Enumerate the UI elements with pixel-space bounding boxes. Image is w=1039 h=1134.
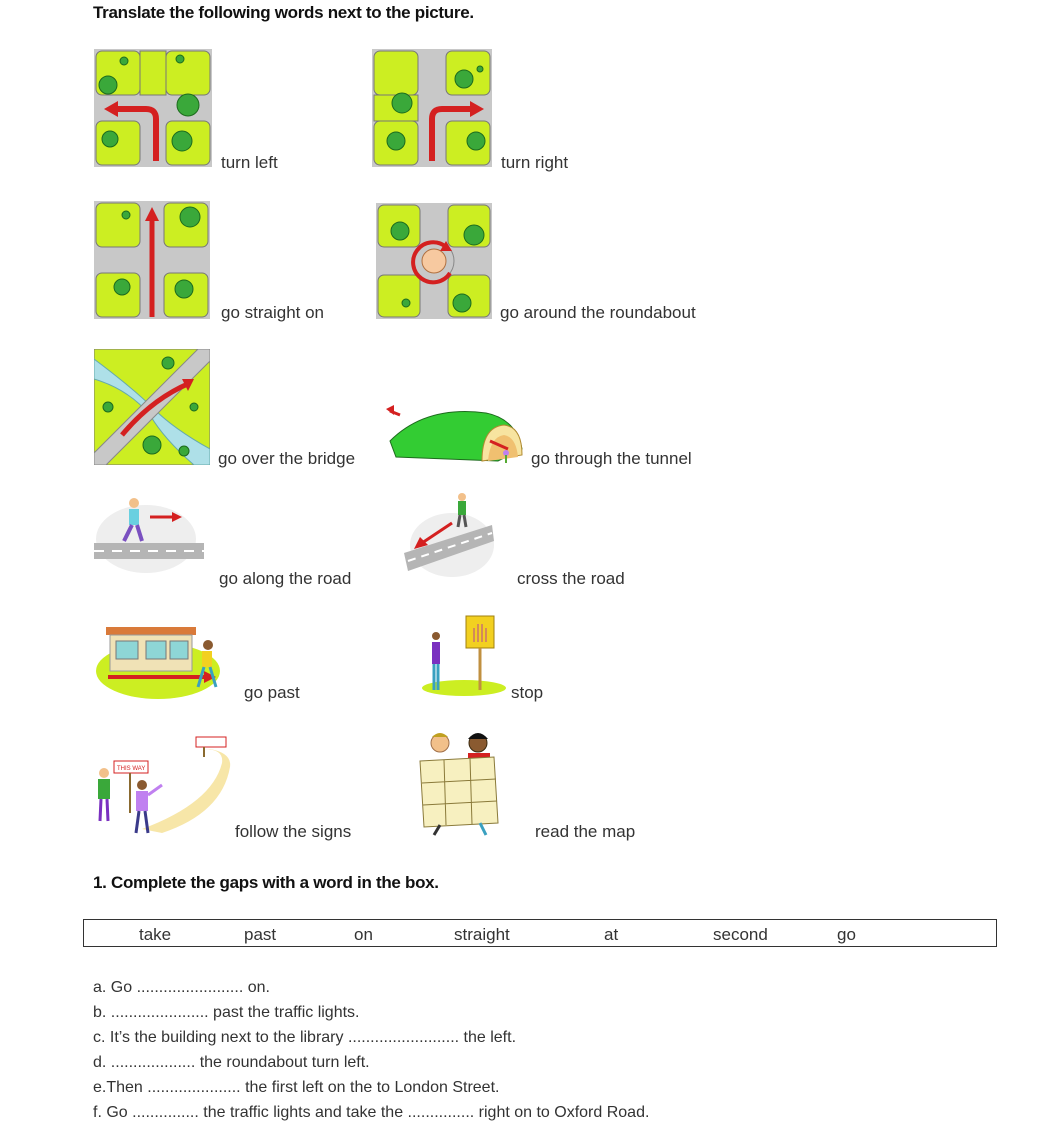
word-past: past xyxy=(244,925,277,944)
sentence-c-prefix: c. It’s the building next to the library xyxy=(93,1029,348,1046)
exercise-title: 1. Complete the gaps with a word in the box. xyxy=(93,873,439,892)
gap-c[interactable]: ......................... xyxy=(347,1029,460,1046)
sentence-c xyxy=(93,1029,516,1047)
go-over-bridge-caption: go over the bridge xyxy=(218,449,356,468)
sentence-e-prefix: e.Then xyxy=(93,1079,148,1096)
go-straight-on-picture xyxy=(94,201,210,319)
sentence-b-text: past the traffic lights. xyxy=(208,1004,360,1021)
go-through-tunnel-picture xyxy=(386,405,526,467)
go-straight-on-caption: go straight on xyxy=(221,303,325,322)
sentence-f-suffix: right on to Oxford Road. xyxy=(474,1104,650,1121)
follow-signs-picture xyxy=(92,733,232,835)
read-map-picture xyxy=(414,727,504,837)
sentence-c-text: the left. xyxy=(459,1029,517,1046)
follow-signs-caption: follow the signs xyxy=(235,822,352,841)
go-along-road-caption: go along the road xyxy=(219,569,352,588)
gap-f-2[interactable]: ............... xyxy=(407,1104,475,1121)
sentence-a xyxy=(93,979,270,997)
sentence-d-text: the roundabout turn left. xyxy=(195,1054,370,1071)
go-past-picture xyxy=(94,621,224,701)
sentence-b xyxy=(93,1004,359,1022)
sentence-f-mid: the traffic lights and take the xyxy=(198,1104,408,1121)
this-way-sign: THIS WAY xyxy=(117,766,146,772)
turn-left-caption: turn left xyxy=(221,153,278,172)
gap-e[interactable]: ..................... xyxy=(147,1079,241,1096)
gap-b[interactable]: ...................... xyxy=(110,1004,209,1021)
turn-right-caption: turn right xyxy=(501,153,569,172)
sentence-a-prefix: a. Go xyxy=(93,979,137,996)
word-take: take xyxy=(139,925,172,944)
word-straight: straight xyxy=(454,925,510,944)
word-on: on xyxy=(354,925,373,944)
sentence-f xyxy=(93,1104,649,1122)
turn-right-picture xyxy=(372,49,492,167)
sentence-e xyxy=(93,1079,499,1097)
roundabout-picture xyxy=(376,203,492,319)
go-around-roundabout-caption: go around the roundabout xyxy=(500,303,696,322)
page-title: Translate the following words next to the picture. xyxy=(93,3,474,22)
go-through-tunnel-caption: go through the tunnel xyxy=(531,449,692,468)
word-go: go xyxy=(837,925,856,944)
word-at: at xyxy=(604,925,619,944)
sentence-a-text: on. xyxy=(243,979,270,996)
sentence-d xyxy=(93,1054,370,1072)
turn-left-picture xyxy=(94,49,212,167)
sentence-d-prefix: d. xyxy=(93,1054,111,1071)
go-over-bridge-picture xyxy=(94,349,210,465)
gap-f-1[interactable]: ............... xyxy=(132,1104,199,1121)
sentence-b-prefix: b. xyxy=(93,1004,111,1021)
stop-picture xyxy=(418,614,508,698)
gap-a[interactable]: ........................ xyxy=(136,979,244,996)
sentence-f-prefix: f. Go xyxy=(93,1104,133,1121)
stop-caption: stop xyxy=(511,683,544,702)
go-past-caption: go past xyxy=(244,683,300,702)
read-map-caption: read the map xyxy=(535,822,636,841)
sentence-e-text: the first left on the to London Street. xyxy=(240,1079,500,1096)
word-second: second xyxy=(713,925,768,944)
word-box xyxy=(83,919,997,947)
cross-road-picture xyxy=(404,491,494,581)
gap-d[interactable]: ................... xyxy=(110,1054,196,1071)
cross-road-caption: cross the road xyxy=(517,569,625,588)
go-along-road-picture xyxy=(94,493,204,575)
